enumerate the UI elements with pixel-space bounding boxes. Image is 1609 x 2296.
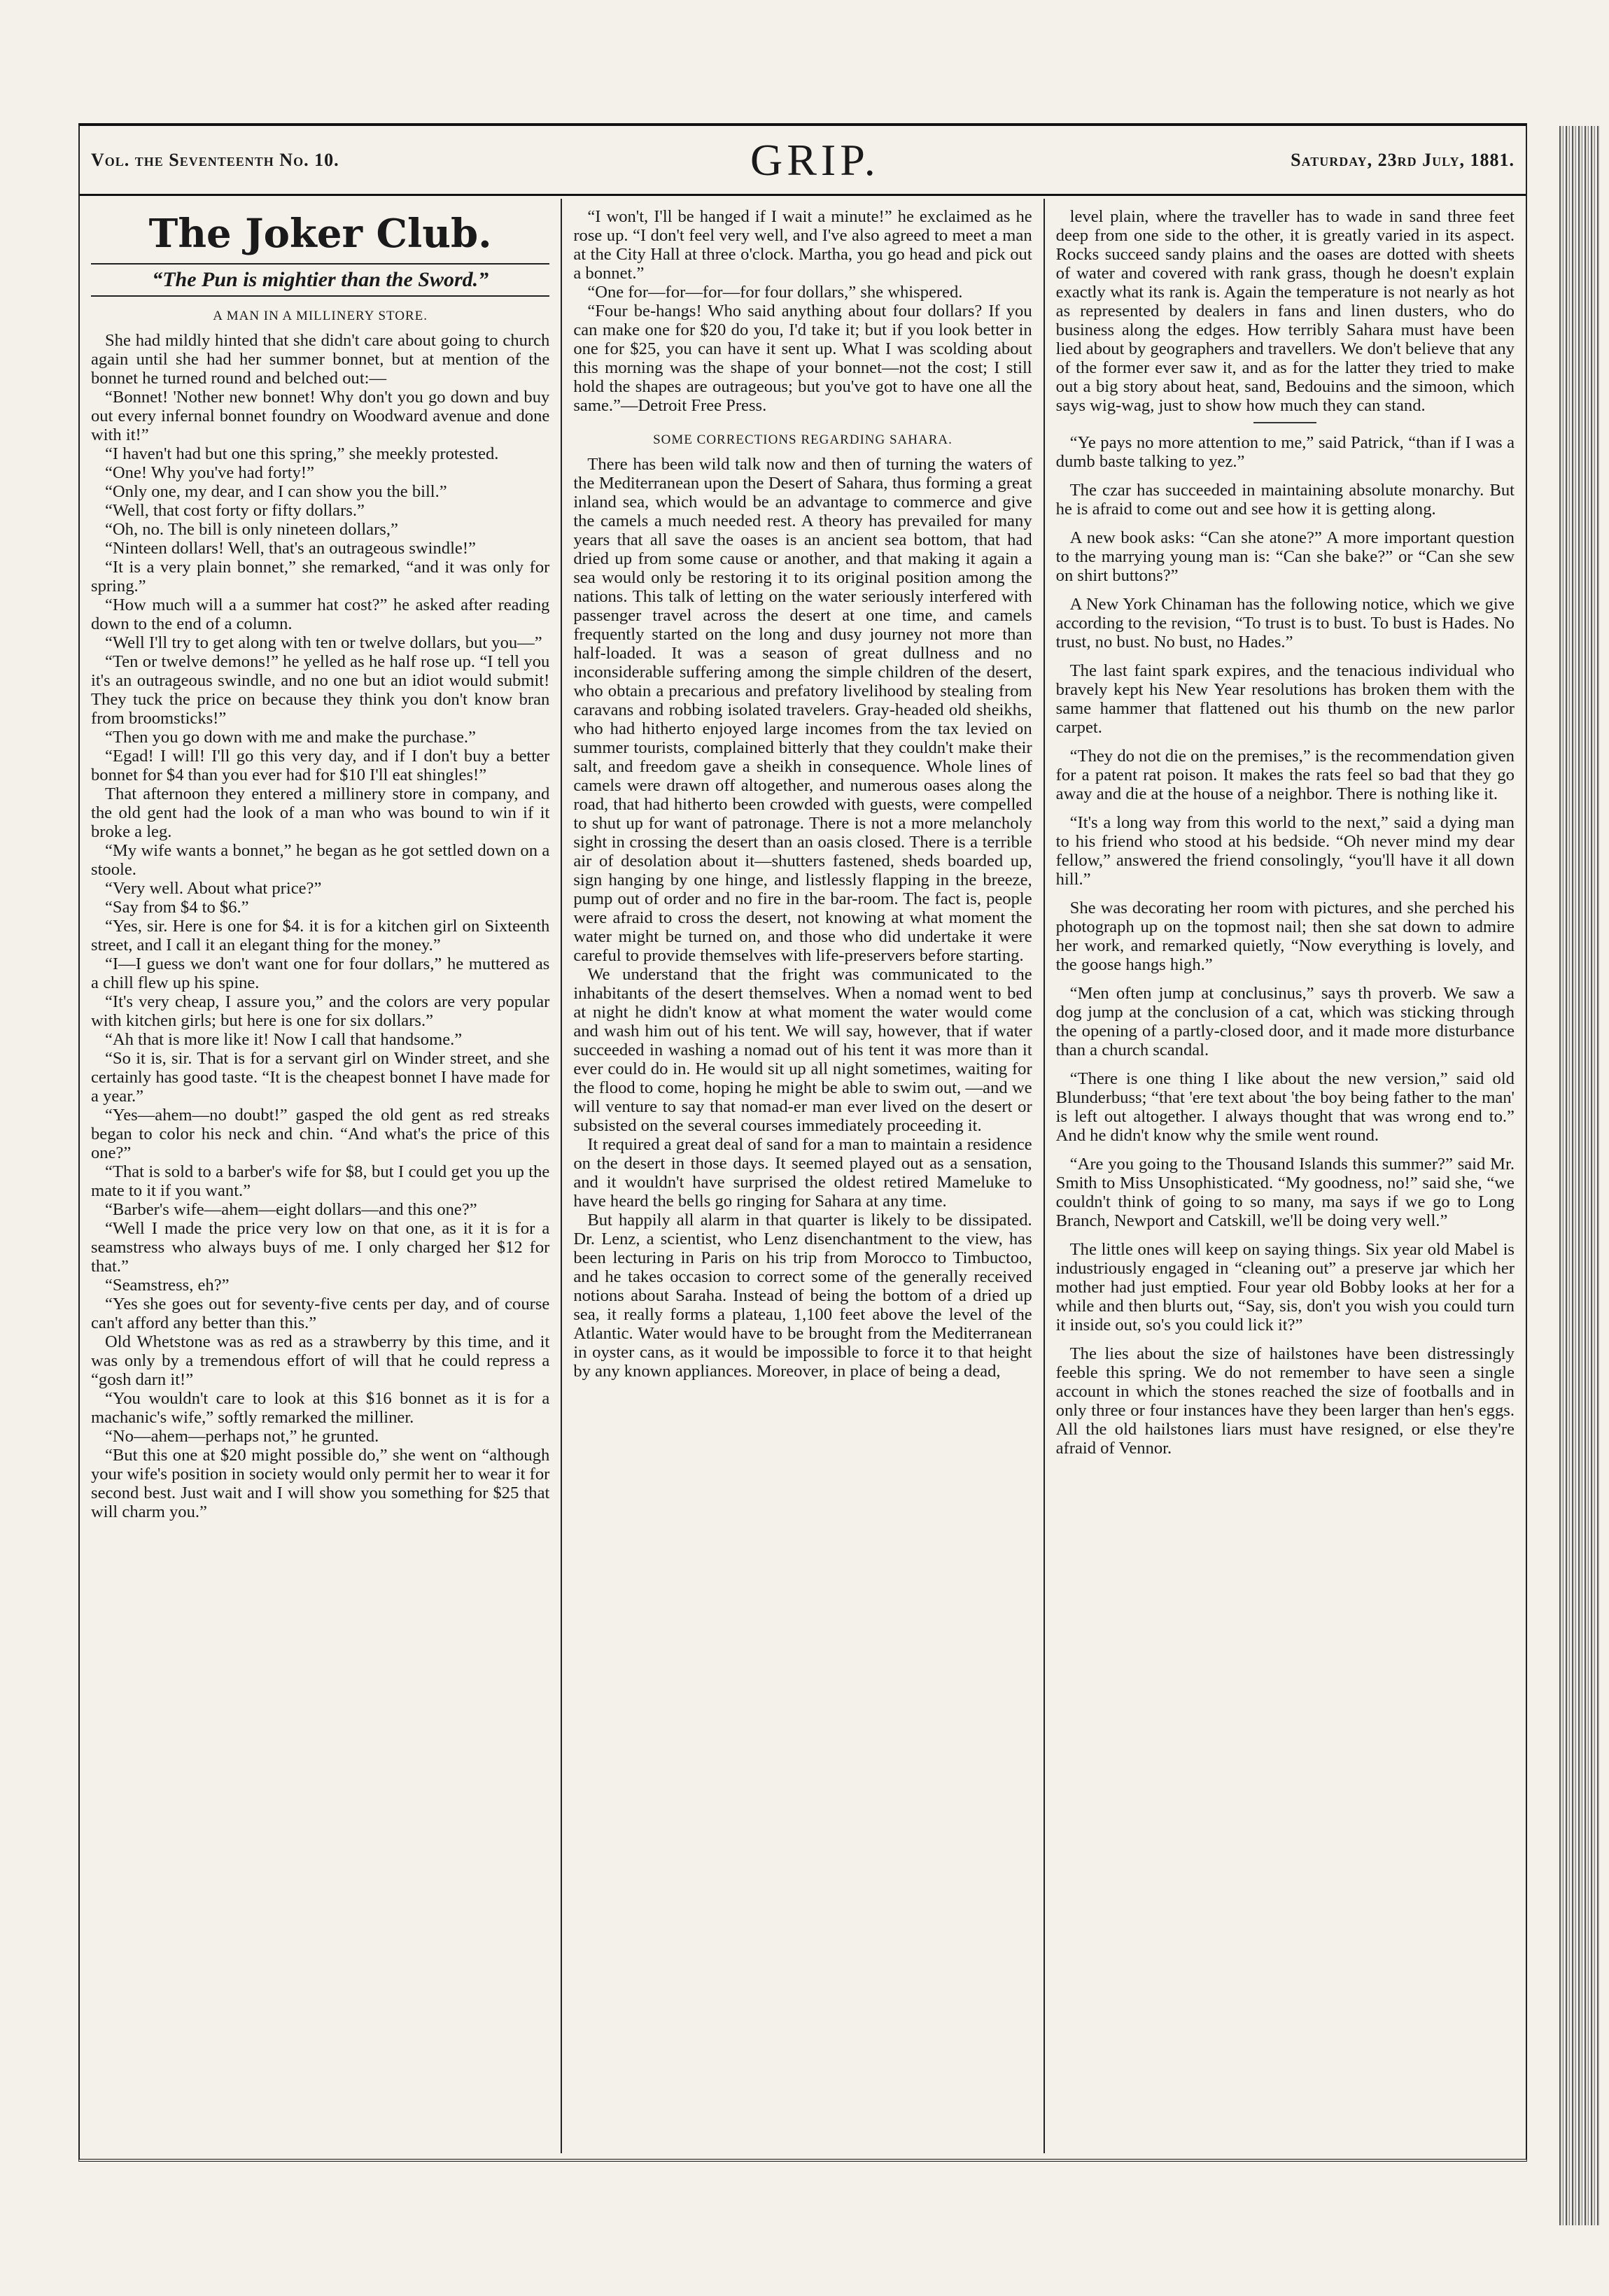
column-2: [561, 199, 1043, 2153]
column-motto: “The Pun is mightier than the Sword.”: [91, 263, 549, 297]
paragraph: The little ones will keep on saying things. Six year old Mabel is industriously engaged in “cleaning out” a preserve jar which her mother had just emptied. Four year old Bobby looks at her for a while and then blurts out, “Say, sis, don't you wish you could turn it inside out, so's you could lick it?”: [1055, 1240, 1515, 1334]
paragraph: “Bonnet! 'Nother new bonnet! Why don't you go down and buy out every infernal bonnet foundry on Woodward avenue and done with it!”: [91, 388, 550, 444]
jokes-list: [1056, 433, 1515, 1458]
paragraph: “Only one, my dear, and I can show you the bill.”: [105, 482, 447, 501]
paragraph: “Well, that cost forty or fifty dollars.”: [105, 501, 365, 520]
paragraph: The czar has succeeded in maintaining absolute monarchy. But he is afraid to come out and see how it is getting along.: [1055, 481, 1515, 519]
column-heading: The Joker Club.: [148, 211, 492, 257]
paragraph: “They do not die on the premises,” is the recommendation given for a patent rat poison. It makes the rats feel so bad that they go away and die at the house of a neighbor. There is nothing like it.: [1055, 747, 1515, 803]
paragraph: She was decorating her room with pictures, and she perched his photograph up on the topmost nail; then she sat down to admire her work, and remarked quietly, “Now everything is lovely, and the goose hangs high.”: [1055, 899, 1515, 974]
paragraph: A New York Chinaman has the following notice, which we give according to the revision, “To trust is to bust. To bust is Hades. No trust, no bust. No bust, no Hades.”: [1055, 595, 1515, 652]
paragraph: “It is a very plain bonnet,” she remarked, “and it was only for spring.”: [91, 558, 550, 596]
paragraph: “I won't, I'll be hanged if I wait a minute!” he exclaimed as he rose up. “I don't feel very well, and I've also agreed to meet a man at the City Hall at three o'clock. Martha, you go head and pick out a bonnet.”: [573, 207, 1032, 283]
paragraph: “That is sold to a barber's wife for $8, but I could get you up the mate to it if you want.”: [91, 1162, 550, 1200]
paragraph: “Ah that is more like it! Now I call that handsome.”: [105, 1030, 463, 1049]
paragraph: “Four be-hangs! Who said anything about four dollars? If you can make one for $20 do you, I'd take it; but if you look better in one for $25, you can have it sent up. What I was scolding about this morning was the shape of your bonnet—not the cost; I still hold the shapes are outrageous; but you've got to have one all the same.”—Detroit Free Press.: [573, 302, 1032, 415]
paragraph: “It's a long way from this world to the next,” said a dying man to his friend who stood at his bedside. “Oh never mind my dear fellow,” answered the friend consolingly, “you'll have it all down hill.”: [1055, 813, 1515, 889]
article-title: SOME CORRECTIONS REGARDING SAHARA.: [653, 432, 953, 447]
paragraph: “Yes she goes out for seventy-five cents per day, and of course can't afford any better than this.”: [91, 1295, 550, 1332]
paragraph: “One for—for—for—for four dollars,” she whispered.: [587, 283, 963, 302]
paragraph: There has been wild talk now and then of turning the waters of the Mediterranean upon the Desert of Sahara, thus forming a great inland sea, which would be an advantage to commerce and give the camels a much needed rest. A theory has prevailed for many years that all save the oases is an ancient sea bottom, that had dried up from some cause or another, and that making it again a sea would only be restoring it to its original position among the nations. This talk of letting on the water seriously interfered with passenger travel across the desert at one time, and camels frequently started on the long and dusy journey not more than half-loaded. It was a season of great dullness and no inconsiderable suffering among the simple children of the desert, who obtain a precarious and prefatory livelihood by stealing from caravans and robbing isolated travelers. Gray-headed old sheikhs, who had hitherto enjoyed large incomes from the tax levied on summer tourists, complained bitterly that they couldn't make their salt, and freedom gave a sheikh in consequence. Whole lines of camels were drawn off altogether, and numerous oases along the road, that had hitherto been crowded with guests, were compelled to shut up for want of patronage. There is not a more melancholy sight in crossing the desert than an oasis closed. There is a terrible air of desolation about it—shutters fastened, sheds boarded up, sign hanging by one hinge, and listlessly flapping in the breeze, pump out of order and no fire in the bar-room. The fact is, people were afraid to cross the desert, not knowing at what moment the water might be turned on, and those who did undertake it were careful to provide themselves with life-preservers before starting.: [573, 455, 1032, 965]
paragraph: “Yes—ahem—no doubt!” gasped the old gent as red streaks began to color his neck and chin. “And what's the price of this one?”: [91, 1106, 550, 1162]
paragraph: “Ninteen dollars! Well, that's an outrageous swindle!”: [105, 539, 476, 558]
paragraph: level plain, where the traveller has to wade in sand three feet deep from one side to the other, it is greatly varied in its aspect. Rocks succeed sandy plains and the oases are dotted with sheets of water and covered with rank grass, though he doesn't explain exactly what its rank is. Again the temperature is not nearly as hot as represented by dealers in fans and linen dusters, who do business along the edges. How terribly Sahara must have been lied about by geographers and travellers. We don't believe that any of the former ever saw it, and as for the latter they tried to make out a big story about heat, sand, Bedouins and the simoon, which says wig-wag, just to show how much they can stand.: [1055, 207, 1515, 415]
paragraph: “Ten or twelve demons!” he yelled as he half rose up. “I tell you it's an outrageous swindle, and no one but an idiot would submit! They tuck the price on because they think you don't know bran from broomsticks!”: [91, 652, 550, 728]
paragraph: “Egad! I will! I'll go this very day, and if I don't buy a better bonnet for $4 than you ever had for $10 I'll eat shingles!”: [91, 747, 550, 784]
paragraph: The lies about the size of hailstones have been distressingly feeble this spring. We do not remember to have seen a single account in which the stones reached the size of footballs and in only three or four instances have they been larger than hen's eggs. All the old hailstones liars must have resigned, or else they're afraid of Vennor.: [1055, 1344, 1515, 1458]
paragraph: “So it is, sir. That is for a servant girl on Winder street, and she certainly has good taste. “It is the cheapest bonnet I have made for a year.”: [91, 1049, 550, 1106]
issue-date: Saturday, 23rd July, 1881.: [1291, 149, 1515, 170]
masthead: [80, 126, 1526, 196]
article-title: A MAN IN A MILLINERY STORE.: [213, 309, 428, 323]
paragraph: “But this one at $20 might possible do,” she went on “although your wife's position in society would only permit her to wear it for second best. Just wait and I will show you something for $25 that will charm you.”: [91, 1446, 550, 1521]
paragraph: “You wouldn't care to look at this $16 bonnet as it is for a machanic's wife,” softly remarked the milliner.: [91, 1389, 550, 1427]
paragraph: “I haven't had but one this spring,” she meekly protested.: [105, 444, 499, 463]
paragraph: We understand that the fright was communicated to the inhabitants of the desert themselves. When a nomad went to bed at night he didn't know at what moment the water would come and wash him out of his tent. We will say, however, that if water succeeded in washing a nomad out of his tent it was more than it ever could do in. He would sit up all night sometimes, waiting for the flood to come, hoping he might be able to swim out, —and we will venture to say that nomad-er man ever lived on the desert or subsisted on the several courses immediately proceeding it.: [573, 965, 1032, 1135]
paragraph: It required a great deal of sand for a man to maintain a residence on the desert in those days. It seemed played out as a sensation, and it wouldn't have surprised the oldest retired Mameluke to have heard the bells go ringing for Sahara at any time.: [573, 1135, 1032, 1211]
paragraph: A new book asks: “Can she atone?” A more important question to the marrying young man is: “Can she bake?” or “Can she sew on shirt buttons?”: [1055, 528, 1515, 585]
paragraph: But happily all alarm in that quarter is likely to be dissipated. Dr. Lenz, a scientist, who Lenz disenchantment to the view, has been lecturing in Paris on his trip from Morocco to Timbuctoo, and he takes occasion to correct some of the generally received notions about Saraha. Instead of being the bottom of a dried up sea, it really forms a plateau, 1,100 feet above the level of the Atlantic. Water would have to be brought from the Mediterranean in oyster cans, as it would be impossible to force it to that height by any known appliances. Moreover, in place of being a dead,: [573, 1211, 1032, 1381]
article-columns: [80, 199, 1526, 2153]
article-body: [573, 455, 1032, 1381]
article-body: [91, 331, 549, 1521]
paragraph: “There is one thing I like about the new version,” said old Blunderbuss; “that 'ere text about 'the boy being father to the man' is left out altogether. I always thought that was wrong end to.” And he didn't know why the smile went round.: [1055, 1069, 1515, 1145]
paragraph: “I—I guess we don't want one for four dollars,” he muttered as a chill flew up his spine.: [91, 955, 550, 992]
paragraph: “Then you go down with me and make the purchase.”: [105, 728, 476, 747]
newspaper-page: [78, 123, 1527, 2162]
paragraph: “My wife wants a bonnet,” he began as he got settled down on a stoole.: [91, 841, 550, 879]
paragraph: “Barber's wife—ahem—eight dollars—and this one?”: [105, 1200, 477, 1219]
divider-rule: [1253, 422, 1316, 423]
paragraph: Old Whetstone was as red as a strawberry by this time, and it was only by a tremendous effort of will that he could repress a “gosh darn it!”: [91, 1332, 550, 1389]
paragraph: “Men often jump at conclusinus,” says th proverb. We saw a dog jump at the conclusion of a cat, which was sticking through the opening of a partly-closed door, and it made more disturbance than a church scandal.: [1055, 984, 1515, 1059]
publication-title: GRIP.: [750, 134, 880, 185]
page-edge-binding: [1559, 126, 1600, 2225]
paragraph: She had mildly hinted that she didn't care about going to church again until she had her summer bonnet, but at mention of the bonnet he turned round and belched out:—: [91, 331, 550, 388]
paragraph: “Say from $4 to $6.”: [105, 898, 249, 917]
paragraph: “One! Why you've had forty!”: [105, 463, 314, 482]
paragraph: The last faint spark expires, and the tenacious individual who bravely kept his New Year resolutions has broken them with the same hammer that flattened out his thumb on the new parlor carpet.: [1055, 661, 1515, 737]
paragraph: That afternoon they entered a millinery store in company, and the old gent had the look of a man who was bound to win if it broke a leg.: [91, 784, 550, 841]
volume-number: Vol. the Seventeenth No. 10.: [91, 149, 339, 170]
paragraph: “Are you going to the Thousand Islands this summer?” said Mr. Smith to Miss Unsophisticated. “My goodness, no!” said she, “we couldn't think of going to so many, ma says if we go to Long Branch, Newport and Catskill, we'll be doing very well.”: [1055, 1155, 1515, 1230]
paragraph: “It's very cheap, I assure you,” and the colors are very popular with kitchen girls; but here is one for six dollars.”: [91, 992, 550, 1030]
article-continuation: [1056, 207, 1515, 415]
paragraph: “Oh, no. The bill is only nineteen dollars,”: [105, 520, 398, 539]
paragraph: “Yes, sir. Here is one for $4. it is for a kitchen girl on Sixteenth street, and I call it an elegant thing for the money.”: [91, 917, 550, 955]
paragraph: “No—ahem—perhaps not,” he grunted.: [105, 1427, 379, 1446]
column-1: [80, 199, 561, 2153]
paragraph: “Ye pays no more attention to me,” said Patrick, “than if I was a dumb baste talking to yez.”: [1055, 433, 1515, 471]
paragraph: “Well I made the price very low on that one, as it it is for a seamstress who always buys of me. I only charged her $12 for that.”: [91, 1219, 550, 1276]
article-continuation: [573, 207, 1032, 415]
paragraph: “Seamstress, eh?”: [105, 1276, 230, 1295]
paragraph: “How much will a a summer hat cost?” he asked after reading down to the end of a column.: [91, 596, 550, 633]
column-3: [1044, 199, 1526, 2153]
paragraph: “Well I'll try to get along with ten or twelve dollars, but you—”: [105, 633, 542, 652]
paragraph: “Very well. About what price?”: [105, 879, 322, 898]
